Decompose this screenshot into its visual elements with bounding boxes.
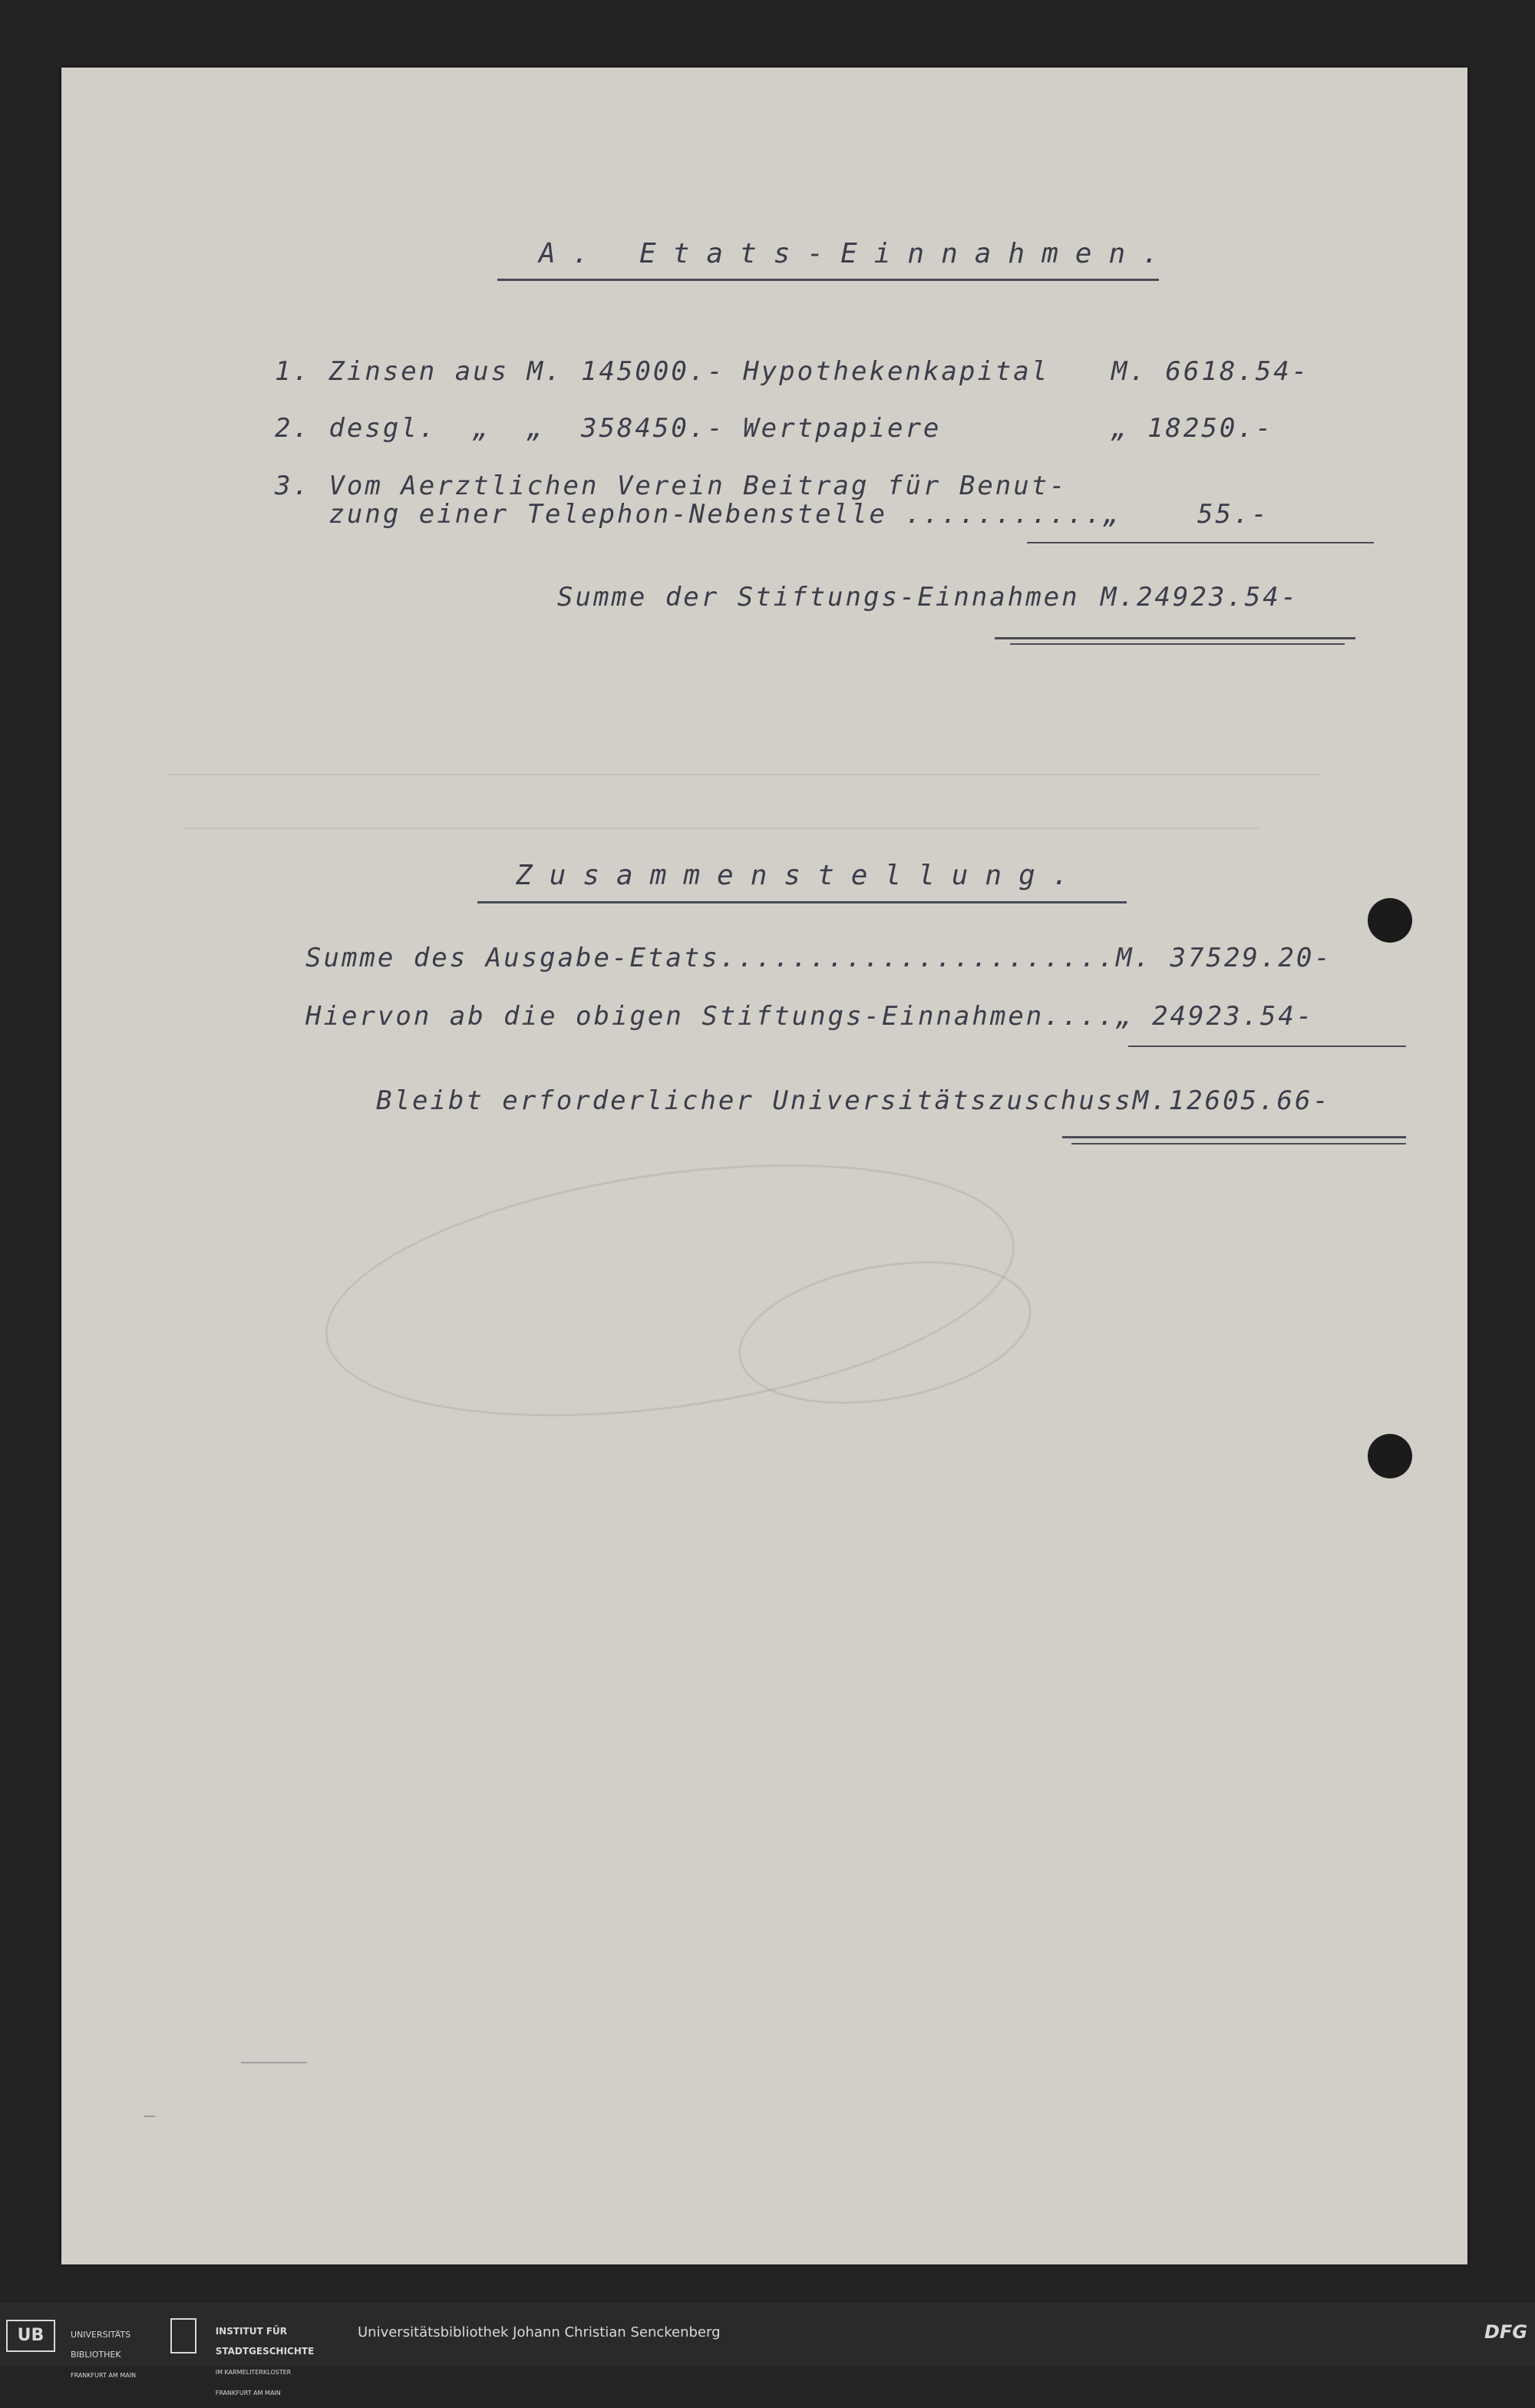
summary-line-deduction: Hiervon ab die obigen Stiftungs-Einnahmen....„ 24923.54- [305, 1001, 1315, 1032]
item-2-amount: „ 18250.- [1111, 413, 1274, 444]
item-3-text: 3. Vom Aerztlichen Verein Beitrag für Benut- [275, 471, 1068, 501]
isg-text-4: FRANKFURT AM MAIN [215, 2390, 281, 2396]
ub-text-2: BIBLIOTHEK [71, 2350, 121, 2360]
isg-crest-icon [170, 2318, 196, 2353]
isg-text-3: IM KARMELITERKLOSTER [215, 2369, 292, 2376]
margin-dot [144, 2116, 155, 2117]
total-amount: M.24923.54- [1101, 582, 1299, 613]
isg-text-1: INSTITUT FÜR [215, 2326, 287, 2337]
summary-heading: Zusammenstellung. [516, 860, 1086, 891]
summary-heading-underline [477, 901, 1127, 903]
ub-logo: UB [6, 2320, 55, 2352]
summary-line-expenses: Summe des Ausgabe-Etats......................M. 37529.20- [305, 943, 1332, 973]
item-3-text-continued: zung einer Telephon-Nebenstelle ...........„ [275, 499, 1122, 530]
library-name: Universitätsbibliothek Johann Christian Senckenberg [358, 2324, 721, 2340]
item-1-amount: M. 6618.54- [1111, 356, 1310, 387]
ub-text-1: UNIVERSITÄTS [71, 2330, 131, 2340]
total-label: Summe der Stiftungs-Einnahmen [557, 582, 1080, 613]
ub-label [60, 2320, 136, 2390]
dfg-logo: DFG [1484, 2321, 1528, 2343]
viewer-footer [0, 2303, 1535, 2396]
item-2-text: 2. desgl. „ „ 358450.- Wertpapiere [275, 413, 942, 444]
ghost-line [184, 827, 1259, 829]
isg-label [203, 2317, 314, 2408]
item-3-amount: 55.- [1197, 499, 1269, 530]
total-double-rule-top [995, 637, 1355, 639]
heading-underline [497, 279, 1159, 281]
item-1-text: 1. Zinsen aus M. 145000.- Hypothekenkapital [275, 356, 1050, 387]
result-double-rule-bottom [1071, 1143, 1406, 1145]
ghost-line [169, 774, 1320, 775]
isg-text-2: STADTGESCHICHTE [215, 2346, 315, 2357]
subtotal-rule [1027, 542, 1374, 543]
summary-result: Bleibt erforderlicher UniversitätszuschussM.12605.66- [376, 1085, 1331, 1116]
punch-hole-bottom [1368, 1434, 1412, 1478]
summary-rule [1128, 1045, 1406, 1047]
ub-text-3: FRANKFURT AM MAIN [71, 2372, 137, 2379]
margin-mark [241, 2062, 307, 2063]
punch-hole-top [1368, 898, 1412, 943]
section-heading: A. Etats-Einnahmen. [539, 238, 1176, 269]
result-double-rule-top [1062, 1136, 1406, 1138]
total-double-rule-bottom [1010, 643, 1345, 645]
document-page [61, 68, 1467, 2264]
